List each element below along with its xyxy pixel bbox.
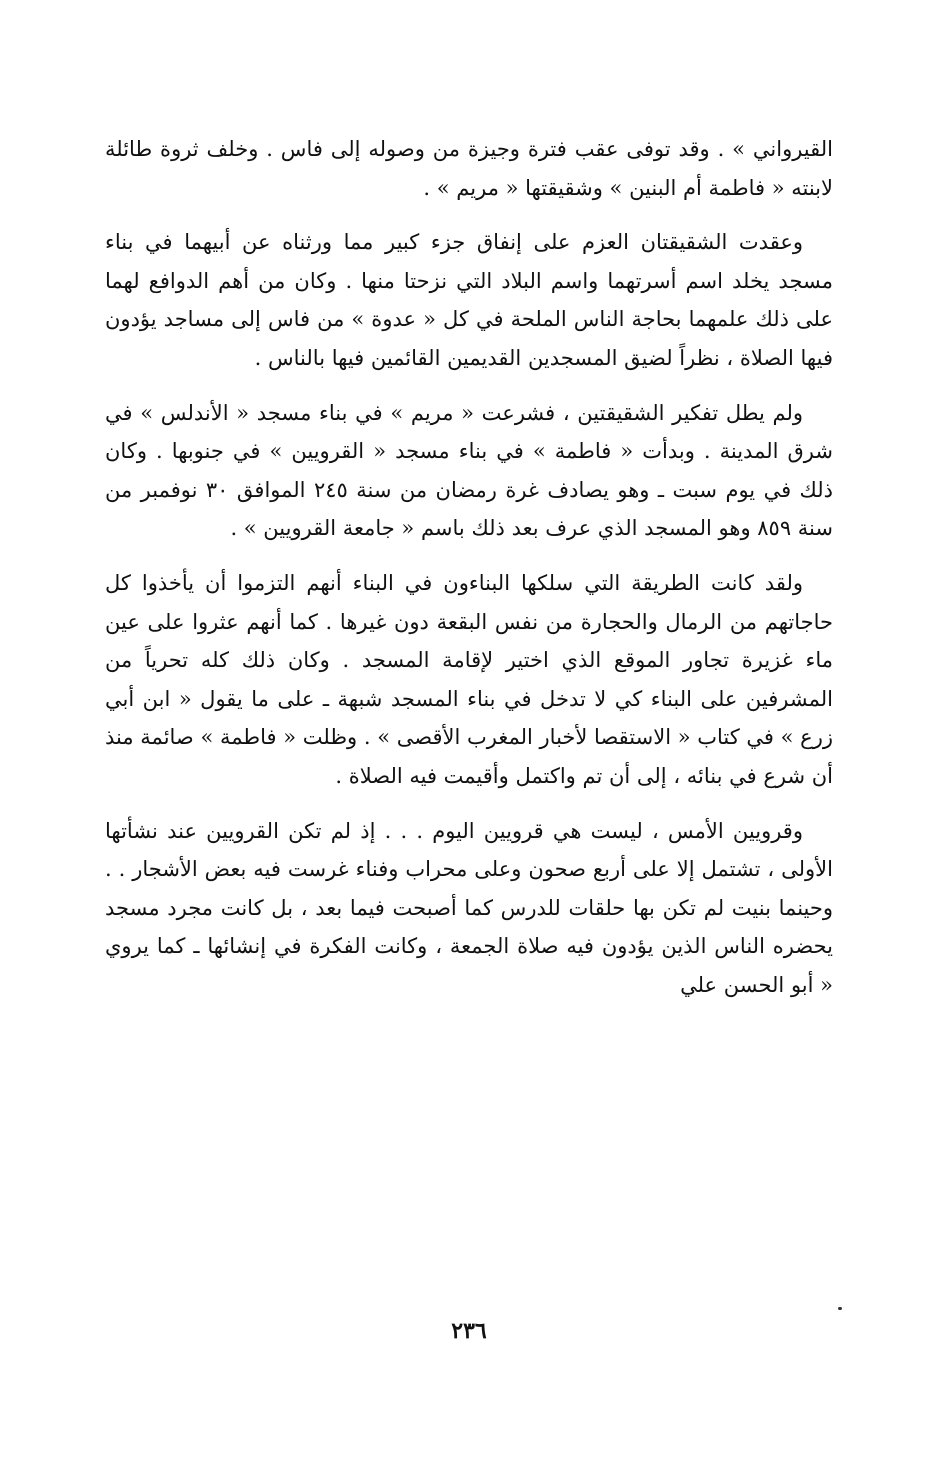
paragraph-4: ولقد كانت الطريقة التي سلكها البناءون في البناء أنهم التزموا أن يأخذوا كل حاجاتهم من الرمال والحجارة من نفس البقعة دون غيرها . كما أنهم عثروا على عين ماء غزيرة تجاور الموقع الذي اختير لإقامة المسجد . وكان ذلك كله تحرياً من المشرفين على البناء كي لا تدخل في بناء المسجد شبهة ـ على ما يقول « ابن أبي زرع » في كتاب « الاستقصا لأخبار المغرب الأقصى » . وظلت « فاطمة » صائمة منذ أن شرع في بنائه ، إلى أن تم واكتمل وأقيمت فيه الصلاة . [105, 570, 833, 788]
paragraph-1: القيرواني » . وقد توفى عقب فترة وجيزة من وصوله إلى فاس . وخلف ثروة طائلة لابنته « فاطمة أم البنين » وشقيقتها « مريم » . [105, 137, 834, 200]
scan-speck [838, 1307, 842, 1310]
paragraph-2: وعقدت الشقيقتان العزم على إنفاق جزء كبير مما ورثناه عن أبيهما في بناء مسجد يخلد اسم أسرتهما واسم البلاد التي نزحتا منها . وكان من أهم الدوافع لهما على ذلك علمهما بحاجة الناس الملحة في كل « عدوة » من فاس إلى مساجد يؤدون فيها الصلاة ، نظراً لضيق المسجدين القديمين القائمين فيها بالناس . [105, 230, 833, 370]
paragraph-3: ولم يطل تفكير الشقيقتين ، فشرعت « مريم » في بناء مسجد « الأندلس » في شرق المدينة . وبدأت « فاطمة » في بناء مسجد « القرويين » في جنوبها . وكان ذلك في يوم سبت ـ وهو يصادف غرة رمضان من سنة ٢٤٥ الموافق ٣٠ نوفمبر من سنة ٨٥٩ وهو المسجد الذي عرف بعد ذلك باسم « جامعة القرويين » . [105, 400, 833, 541]
paragraph-5: وقرويين الأمس ، ليست هي قرويين اليوم . . . إذ لم تكن القرويين عند نشأتها الأولى ، تشتمل إلا على أربع صحون وعلى محراب وفناء غرست فيه بعض الأشجار . . وحينما بنيت لم تكن بها حلقات للدرس كما أصبحت فيما بعد ، بل كانت مجرد مسجد يحضره الناس الذين يؤدون فيه صلاة الجمعة ، وكانت الفكرة في إنشائها ـ كما يروي « أبو الحسن علي [105, 818, 833, 997]
page-number: ٢٣٦ [451, 1318, 487, 1344]
page-body [105, 130, 833, 1004]
